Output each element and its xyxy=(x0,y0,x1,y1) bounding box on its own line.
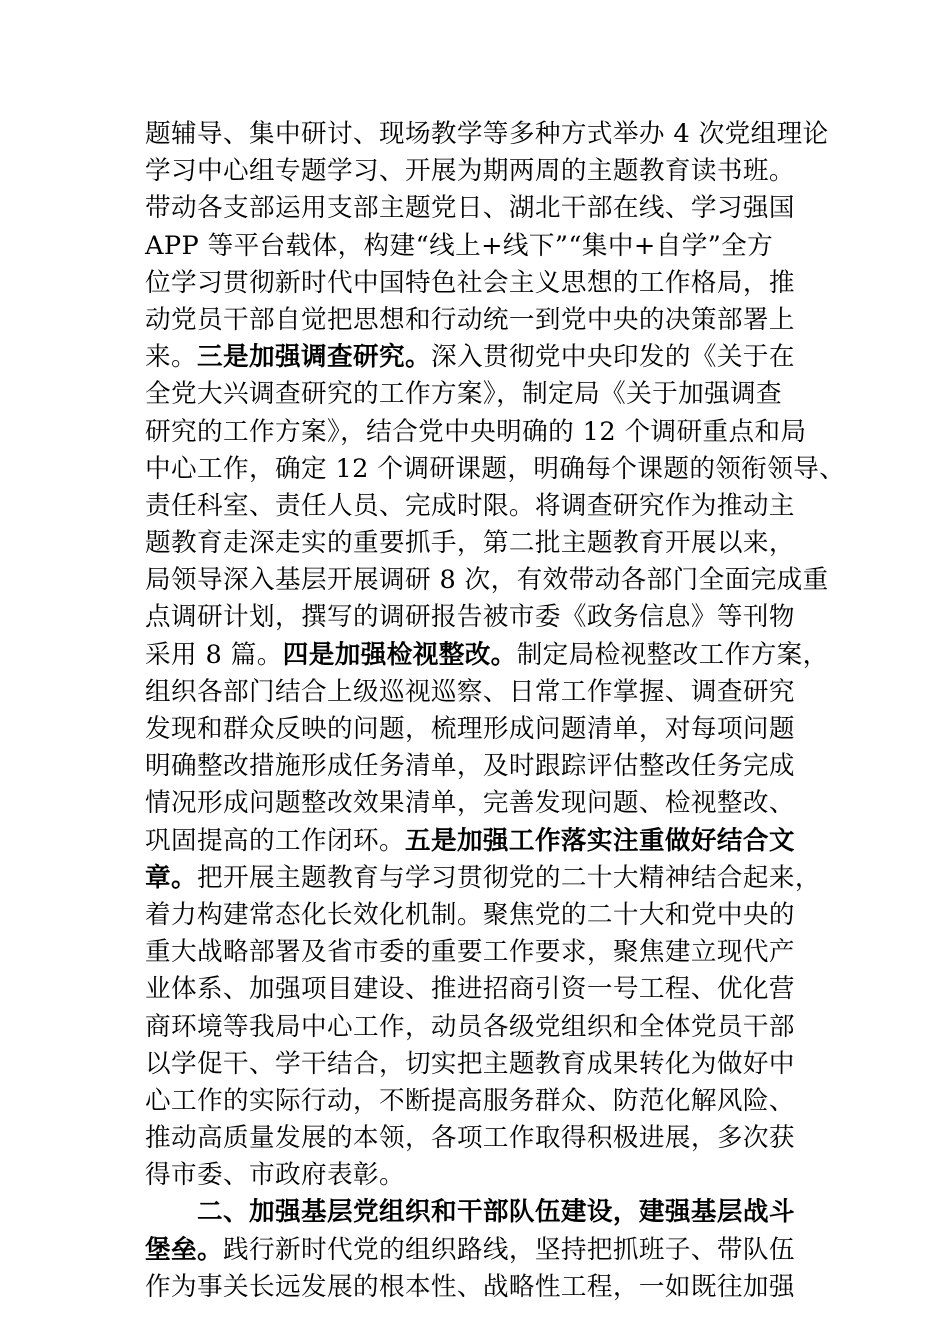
text-line xyxy=(145,971,825,1008)
text-run: 学习中心组专题学习、开展为期两周的主题教育读书班。 xyxy=(145,156,795,187)
text-line xyxy=(145,451,846,488)
text-line xyxy=(145,339,825,376)
text-line xyxy=(145,414,825,451)
text-run: 业体系、加强项目建设、推进招商引资一号工程、优化营 xyxy=(145,974,795,1005)
text-line xyxy=(145,637,829,674)
bold-heading-run: 三是加强调查研究。 xyxy=(197,342,431,373)
text-line xyxy=(145,562,829,599)
text-line xyxy=(145,711,825,748)
text-line xyxy=(145,1157,825,1194)
text-run: 以学促干、学干结合，切实把主题教育成果转化为做好中 xyxy=(145,1048,795,1079)
text-run: 点调研计划，撰写的调研报告被市委《政务信息》等刊物 xyxy=(145,602,795,633)
text-line xyxy=(145,228,825,265)
text-line xyxy=(145,190,825,227)
bold-heading-run: 五是加强工作落实注重做好结合文 xyxy=(404,825,795,856)
text-line xyxy=(145,599,825,636)
text-line xyxy=(145,1083,825,1120)
text-line xyxy=(145,748,825,785)
text-run: 明确整改措施形成任务清单，及时跟踪评估整改任务完成 xyxy=(145,751,795,782)
text-line xyxy=(145,934,825,971)
text-run: 得市委、市政府表彰。 xyxy=(145,1160,405,1191)
text-run: 全党大兴调查研究的工作方案》，制定局《关于加强调查 xyxy=(145,379,783,410)
text-line xyxy=(145,823,825,860)
text-line xyxy=(145,897,825,934)
text-run: 践行新时代党的组织路线，坚持把抓班子、带队伍 xyxy=(222,1234,795,1265)
text-run: 作为事关长远发展的根本性、战略性工程，一如既往加强 xyxy=(145,1271,795,1302)
text-run: 把开展主题教育与学习贯彻党的二十大精神结合起来， xyxy=(197,862,821,893)
text-line xyxy=(145,1120,825,1157)
text-run: 制定局检视整改工作方案， xyxy=(516,639,829,670)
text-run: APP 等平台载体，构建“线上+线下”“集中+自学”全方 xyxy=(145,230,774,261)
text-run: 题辅导、集中研讨、现场教学等多种方式举办 4 次党组理论 xyxy=(145,119,829,149)
text-run: 商环境等我局中心工作，动员各级党组织和全体党员干部 xyxy=(145,1011,795,1042)
bold-heading-run: 堡垒。 xyxy=(145,1234,223,1265)
text-run: 组织各部门结合上级巡视巡察、日常工作掌握、调查研究 xyxy=(145,676,795,707)
text-run: 研究的工作方案》，结合党中央明确的 12 个调研重点和局 xyxy=(145,416,807,447)
text-line xyxy=(145,1269,825,1306)
text-run: 题教育走深走实的重要抓手，第二批主题教育开展以来， xyxy=(145,528,795,559)
bold-heading-run: 章。 xyxy=(145,862,197,893)
text-line xyxy=(145,785,825,822)
text-run: 着力构建常态化长效化机制。聚焦党的二十大和党中央的 xyxy=(145,899,795,930)
text-run: 中心工作，确定 12 个调研课题，明确每个课题的领衔领导、 xyxy=(145,453,846,484)
text-run: 动党员干部自觉把思想和行动统一到党中央的决策部署上 xyxy=(145,304,795,335)
text-run: 推动高质量发展的本领，各项工作取得积极进展，多次获 xyxy=(145,1123,795,1154)
text-run: 重大战略部署及省市委的重要工作要求，聚焦建立现代产 xyxy=(145,937,795,968)
text-run: 巩固提高的工作闭环。 xyxy=(145,825,405,856)
text-line xyxy=(145,674,825,711)
body-text xyxy=(145,116,846,1306)
text-line xyxy=(145,376,825,413)
text-line xyxy=(145,153,825,190)
text-run: 责任科室、责任人员、完成时限。将调查研究作为推动主 xyxy=(145,490,795,521)
text-line xyxy=(145,1046,825,1083)
text-line xyxy=(145,265,825,302)
text-run: 位学习贯彻新时代中国特色社会主义思想的工作格局，推 xyxy=(145,267,795,298)
text-run: 采用 8 篇。 xyxy=(145,639,283,670)
text-run: 心工作的实际行动，不断提高服务群众、防范化解风险、 xyxy=(145,1085,795,1116)
text-run: 带动各支部运用支部主题党日、湖北干部在线、学习强国 xyxy=(145,193,795,224)
text-run: 深入贯彻党中央印发的《关于在 xyxy=(430,342,795,373)
text-run: 局领导深入基层开展调研 8 次，有效带动各部门全面完成重 xyxy=(145,565,829,596)
text-run: 来。 xyxy=(145,342,197,373)
bold-heading-run: 二、加强基层党组织和干部队伍建设，建强基层战斗 xyxy=(197,1197,795,1228)
text-line xyxy=(145,525,825,562)
text-run: 情况形成问题整改效果清单，完善发现问题、检视整改、 xyxy=(145,788,795,819)
text-line xyxy=(145,860,825,897)
text-line xyxy=(145,1232,825,1269)
text-line xyxy=(145,488,825,525)
text-line xyxy=(145,116,829,153)
text-line xyxy=(145,1009,825,1046)
text-run: 发现和群众反映的问题，梳理形成问题清单，对每项问题 xyxy=(145,714,795,744)
text-line xyxy=(145,302,825,339)
text-line xyxy=(145,1194,825,1231)
bold-heading-run: 四是加强检视整改。 xyxy=(282,639,517,670)
